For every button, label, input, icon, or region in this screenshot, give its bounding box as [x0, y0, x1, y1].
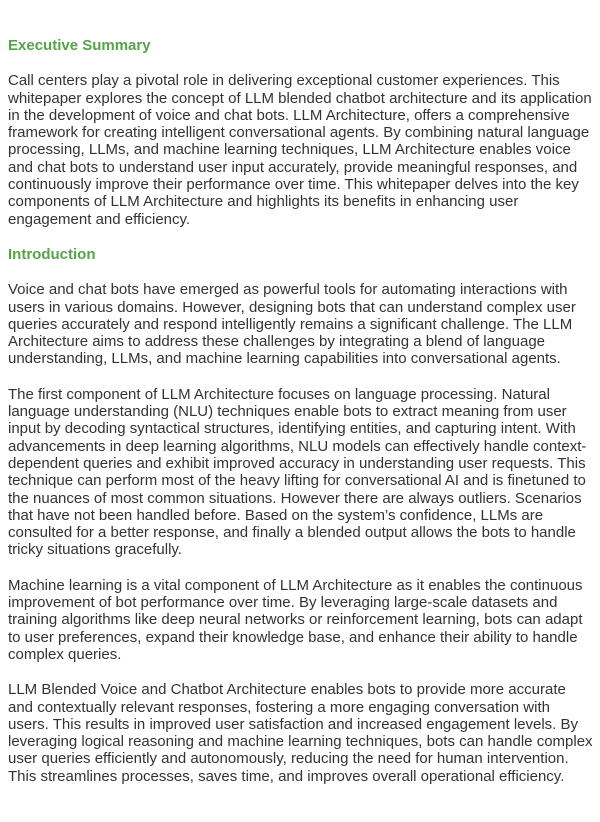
section-introduction [8, 246, 594, 785]
introduction-paragraph-language-processing: The first component of LLM Architecture focuses on language processing. Natural language understanding (NLU) techniques enable bots to extract meaning from user input by decoding syntactical structures, identifying entities, and capturing intent. With advancements in deep learning algorithms, NLU models can effectively handle context-dependent queries and exhibit improved accuracy in understanding user requests. This technique can perform most of the heavy lifting for conversational AI and is finetuned to the nuances of most common situations. However there are always outliers. Scenarios that have not been handled before. Based on the system’s confidence, LLMs are consulted for a better response, and finally a blended output allows the bots to handle tricky situations gracefully. [8, 385, 587, 559]
introduction-paragraph-machine-learning: Machine learning is a vital component of LLM Architecture as it enables the continuous improvement of bot performance over time. By leveraging large-scale datasets and training algorithms like deep neural networks or reinforcement learning, bots can adapt to user preferences, expand their knowledge base, and enhance their ability to handle complex queries. [8, 576, 583, 663]
introduction-paragraph-blended-architecture: LLM Blended Voice and Chatbot Architecture enables bots to provide more accurate and contextually relevant responses, fostering a more engaging conversation with users. This results in improved user satisfaction and increased engagement levels. By leveraging logical reasoning and machine learning techniques, bots can handle complex user queries efficiently and autonomously, reducing the need for human intervention. This streamlines processes, saves time, and improves overall operational efficiency. [8, 681, 593, 785]
introduction-heading: Introduction [8, 245, 96, 263]
section-executive-summary [8, 37, 594, 228]
executive-summary-paragraph: Call centers play a pivotal role in delivering exceptional customer experiences. This whitepaper explores the concept of LLM blended chatbot architecture and its application in the development of voice and chat bots. LLM Architecture, offers a comprehensive framework for creating intelligent conversational agents. By combining natural language processing, LLMs, and machine learning techniques, LLM Architecture enables voice and chat bots to understand user input accurately, provide meaningful responses, and continuously improve their performance over time. This whitepaper delves into the key components of LLM Architecture and highlights its benefits in enhancing user engagement and efficiency. [8, 72, 592, 228]
executive-summary-heading: Executive Summary [8, 37, 151, 54]
introduction-paragraph-overview: Voice and chat bots have emerged as powerful tools for automating interactions with users in various domains. However, designing bots that can understand complex user queries accurately and respond intelligently remains a significant challenge. The LLM Architecture aims to address these challenges by integrating a blend of language understanding, LLMs, and machine learning capabilities into conversational agents. [8, 281, 576, 368]
